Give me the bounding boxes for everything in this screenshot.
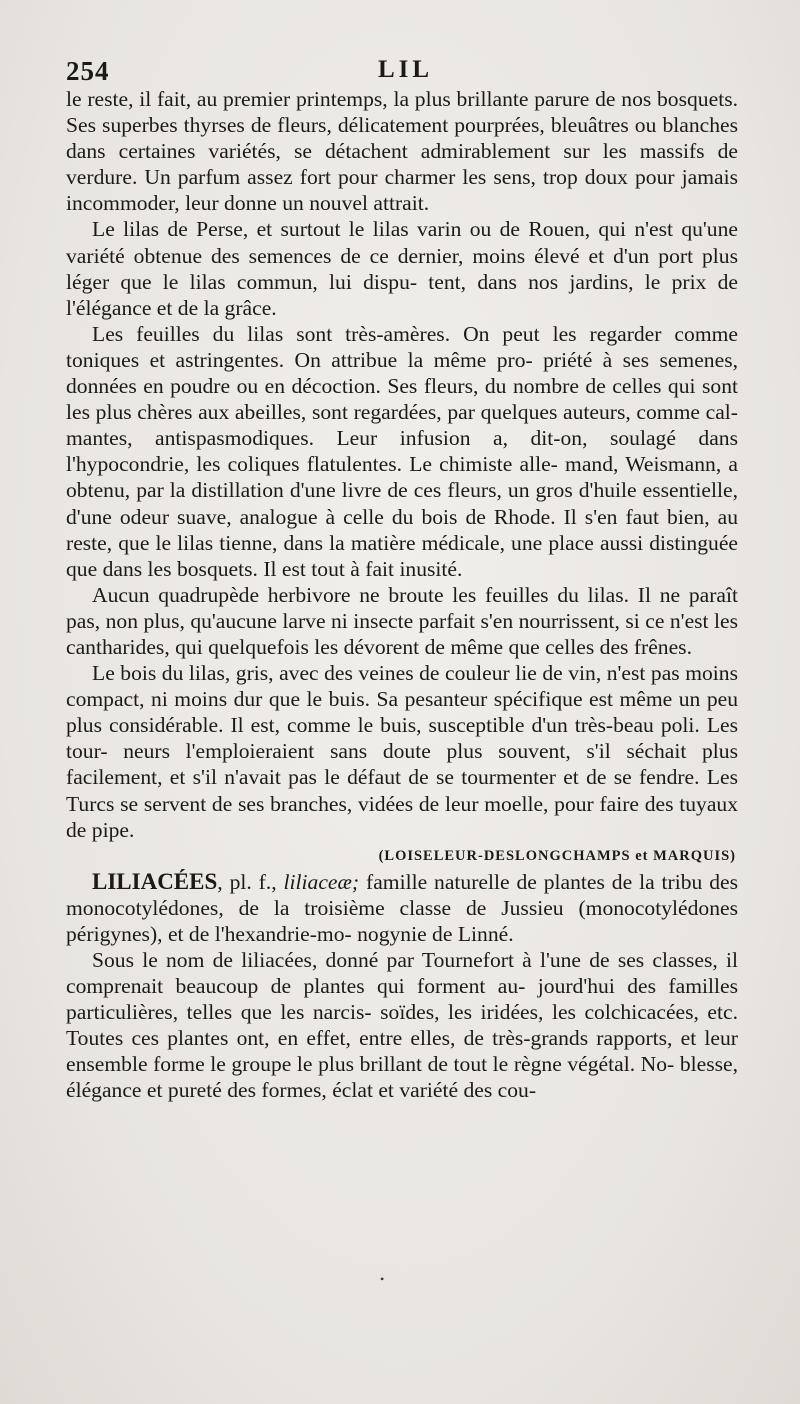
entry-definition: famille naturelle de plantes de la tribu des monocotylédones, de la troisième classe de Jussieu (monocotylédones périgynes), et de l'hexandrie-mo- nogynie de Linné.: [66, 869, 738, 946]
paragraph-4: Aucun quadrupède herbivore ne broute les feuilles du lilas. Il ne paraît pas, non plus, qu'aucune larve ni insecte parfait s'en nourrissent, si ce n'est les cantharides, qui quelquefois les dévorent de même que celles des frênes.: [66, 582, 738, 659]
page-number: 254: [66, 56, 110, 86]
paragraph-2: Le lilas de Perse, et surtout le lilas varin ou de Rouen, qui n'est qu'une variété obtenue des semences de ce dernier, moins élevé et d'un port plus léger que le lilas commun, lui dispu- tent, dans nos jardins, le prix de l'élégance et de la grâce.: [66, 217, 738, 320]
paragraph-3: Les feuilles du lilas sont très-amères. On peut les regarder comme toniques et astringentes. On attribue la même pro- priété à ses semenes, données en poudre ou en décoction. Ses fleurs, du nombre de celles qui sont les plus chères aux abeilles, sont regardées, par quelques auteurs, comme cal- mantes, antispasmodiques. Leur infusion a, dit-on, soulagé dans l'hypocondrie, les coliques flatulentes. Le chimiste alle- mand, Weismann, a obtenu, par la distillation d'une livre de ces fleurs, un gros d'huile essentielle, d'une odeur suave, analogue à celle du bois de Rhode. Il s'en faut bien, au reste, que le lilas tienne, dans la matière médicale, une place aussi distinguée que dans les bosquets. Il est tout à fait inusité.: [66, 321, 738, 581]
author-signature: (LOISELEUR-DESLONGCHAMPS et MARQUIS): [378, 847, 736, 864]
entry-latin-name: liliaceæ;: [283, 869, 360, 894]
signature-mark: •: [380, 1272, 385, 1286]
body-text: [66, 86, 738, 1104]
running-head: LIL: [378, 56, 434, 83]
entry-headword: LILIACÉES: [92, 868, 218, 894]
entry-liliacees: [66, 869, 738, 947]
paragraph-7: Sous le nom de liliacées, donné par Tournefort à l'une de ses classes, il comprenait beaucoup de plantes qui forment au- jourd'hui des familles particulières, telles que les narcis- soïdes, les iridées, les colchicacées, etc. Toutes ces plantes ont, en effet, entre elles, de très-grands rapports, et leur ensemble forme le groupe le plus brillant de tout le règne végétal. No- blesse, élégance et pureté des formes, éclat et variété des cou-: [66, 948, 738, 1103]
paragraph-5: Le bois du lilas, gris, avec des veines de couleur lie de vin, n'est pas moins compact, ni moins dur que le buis. Sa pesanteur spécifique est même un peu plus considérable. Il est, comme le buis, susceptible d'un très-beau poli. Les tour- neurs l'emploieraient sans doute plus souvent, s'il séchait plus facilement, et s'il n'avait pas le défaut de se tourmenter et de se fendre. Les Turcs se servent de ses branches, vidées de leur moelle, pour faire des tuyaux de pipe.: [66, 661, 738, 842]
paragraph-1: le reste, il fait, au premier printemps, la plus brillante parure de nos bosquets. Ses superbes thyrses de fleurs, délicatement pourprées, bleuâtres ou blanches dans certaines variétés, se détachent admirablement sur les massifs de verdure. Un parfum assez fort pour charmer les sens, trop doux pour jamais incommoder, leur donne un nouvel attrait.: [66, 87, 738, 216]
entry-grammar: , pl. f.,: [217, 869, 284, 894]
